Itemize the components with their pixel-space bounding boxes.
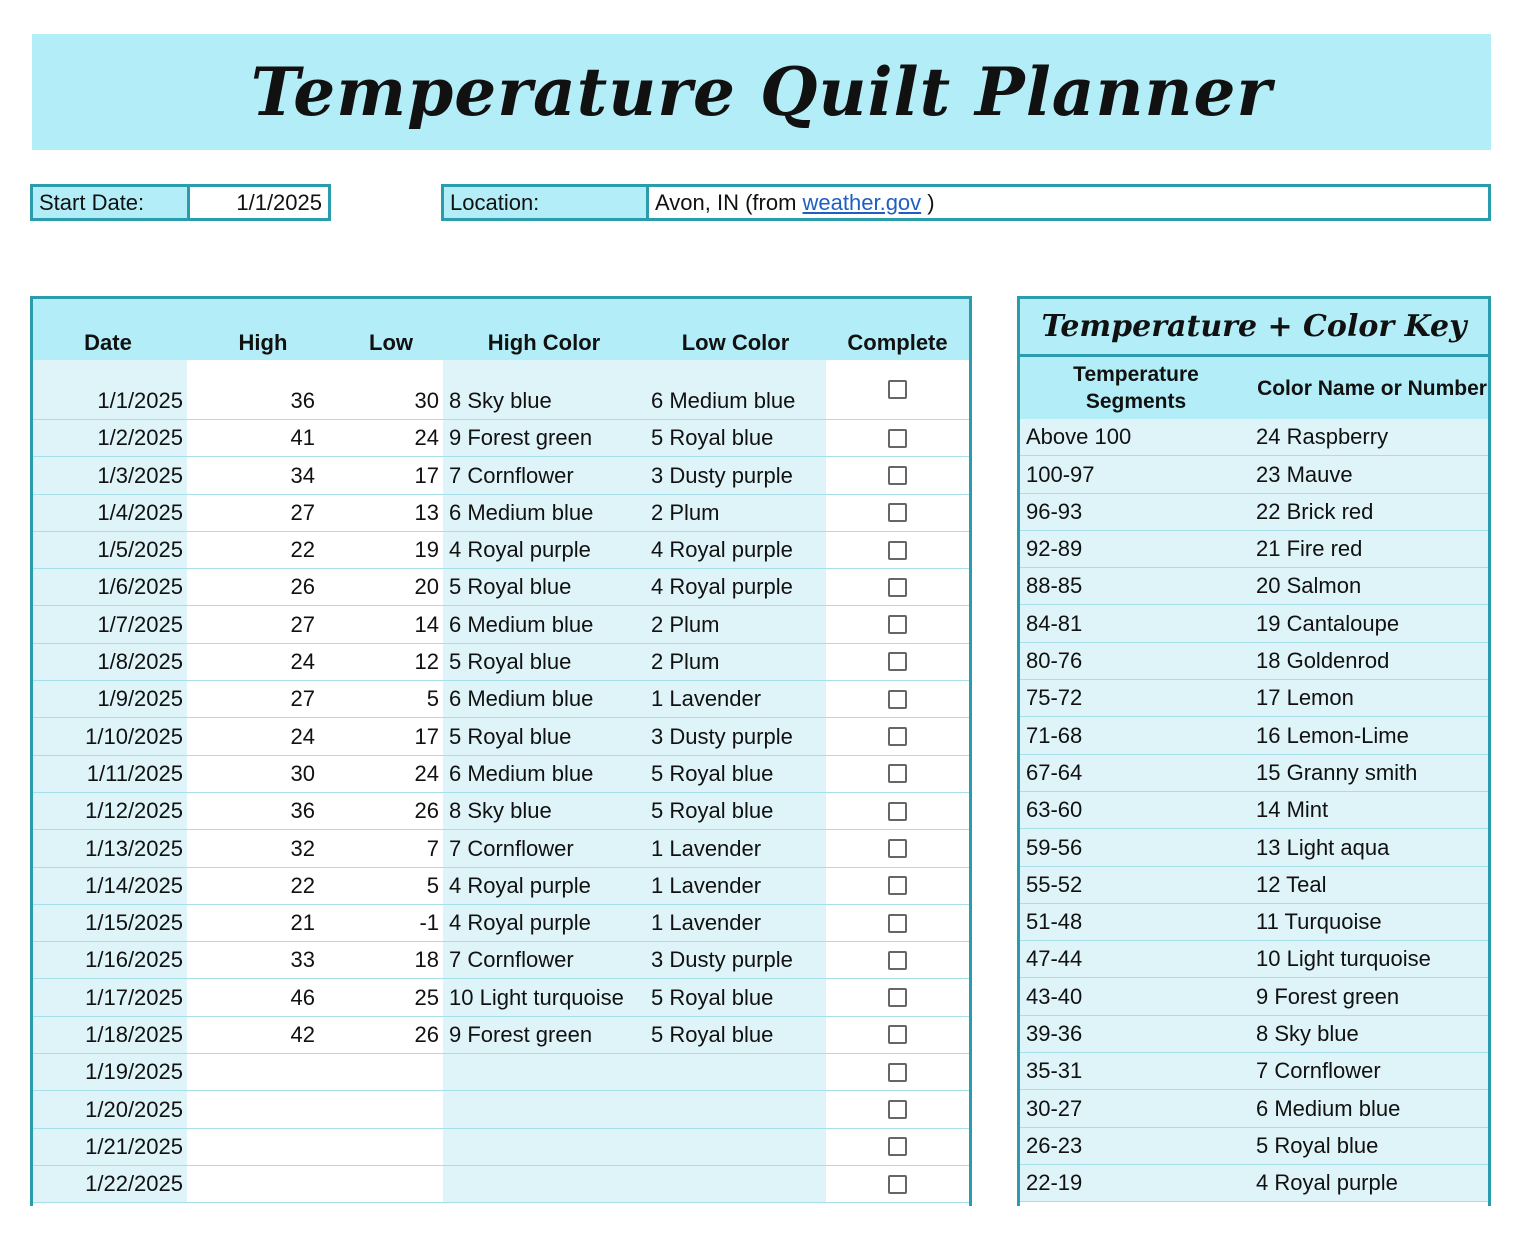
low-color-cell[interactable]: 3 Dusty purple bbox=[645, 457, 826, 493]
table-row bbox=[33, 830, 969, 867]
key-row bbox=[1020, 680, 1488, 717]
table-row bbox=[33, 942, 969, 979]
complete-checkbox[interactable] bbox=[888, 1025, 907, 1044]
segment-cell[interactable]: 43-40 bbox=[1026, 983, 1083, 1009]
key-row bbox=[1020, 531, 1488, 568]
complete-cell bbox=[826, 1091, 969, 1127]
high-cell[interactable]: 42 bbox=[187, 1017, 339, 1053]
date-cell[interactable]: 1/4/2025 bbox=[33, 495, 187, 531]
table-row bbox=[33, 1054, 969, 1091]
table-header bbox=[33, 299, 969, 360]
high-cell[interactable]: 46 bbox=[187, 979, 339, 1015]
complete-cell bbox=[826, 1054, 969, 1090]
color-name-cell[interactable]: 15 Granny smith bbox=[1256, 759, 1418, 785]
low-cell[interactable]: 17 bbox=[339, 718, 443, 754]
low-cell[interactable] bbox=[339, 1054, 443, 1090]
low-cell[interactable]: 24 bbox=[339, 756, 443, 792]
high-cell[interactable] bbox=[187, 1054, 339, 1090]
complete-cell bbox=[826, 360, 969, 419]
date-cell[interactable]: 1/17/2025 bbox=[33, 979, 187, 1015]
complete-checkbox[interactable] bbox=[888, 876, 907, 895]
color-name-cell[interactable]: 22 Brick red bbox=[1256, 498, 1374, 524]
date-cell[interactable]: 1/9/2025 bbox=[33, 681, 187, 717]
high-cell[interactable]: 41 bbox=[187, 420, 339, 456]
low-cell[interactable] bbox=[339, 1166, 443, 1202]
table-row bbox=[33, 756, 969, 793]
segment-cell[interactable]: 63-60 bbox=[1026, 797, 1083, 823]
segment-cell[interactable]: 51-48 bbox=[1026, 909, 1083, 935]
segment-cell[interactable]: 80-76 bbox=[1026, 648, 1083, 674]
location-box bbox=[441, 184, 1491, 221]
low-color-cell[interactable]: 2 Plum bbox=[645, 644, 826, 680]
high-color-cell[interactable]: 6 Medium blue bbox=[443, 606, 645, 642]
start-date-label: Start Date: bbox=[33, 187, 187, 218]
key-row bbox=[1020, 1090, 1488, 1127]
date-cell[interactable]: 1/14/2025 bbox=[33, 868, 187, 904]
high-color-cell[interactable]: 4 Royal purple bbox=[443, 532, 645, 568]
color-name-cell[interactable]: 4 Royal purple bbox=[1256, 1170, 1398, 1196]
location-label: Location: bbox=[444, 187, 646, 218]
complete-checkbox[interactable] bbox=[888, 988, 907, 1007]
high-color-cell[interactable]: 5 Royal blue bbox=[443, 644, 645, 680]
key-header bbox=[1020, 357, 1488, 419]
low-cell[interactable]: 5 bbox=[339, 681, 443, 717]
header-low: Low bbox=[369, 330, 413, 355]
date-cell[interactable]: 1/19/2025 bbox=[33, 1054, 187, 1090]
high-cell[interactable] bbox=[187, 1166, 339, 1202]
complete-checkbox[interactable] bbox=[888, 914, 907, 933]
table-row bbox=[33, 532, 969, 569]
color-name-cell[interactable]: 24 Raspberry bbox=[1256, 424, 1389, 450]
complete-checkbox[interactable] bbox=[888, 951, 907, 970]
table-row bbox=[33, 457, 969, 494]
complete-cell bbox=[826, 793, 969, 829]
low-color-cell[interactable]: 5 Royal blue bbox=[645, 793, 826, 829]
low-color-cell[interactable]: 5 Royal blue bbox=[645, 979, 826, 1015]
table-row bbox=[33, 793, 969, 830]
key-row bbox=[1020, 829, 1488, 866]
color-name-cell[interactable]: 9 Forest green bbox=[1256, 983, 1400, 1009]
segment-cell[interactable]: 92-89 bbox=[1026, 536, 1083, 562]
key-row bbox=[1020, 792, 1488, 829]
high-cell[interactable]: 27 bbox=[187, 495, 339, 531]
weather-gov-link[interactable]: weather.gov bbox=[802, 189, 922, 215]
low-cell[interactable]: 13 bbox=[339, 495, 443, 531]
complete-checkbox[interactable] bbox=[888, 727, 907, 746]
key-row bbox=[1020, 717, 1488, 754]
complete-cell bbox=[826, 532, 969, 568]
color-name-cell[interactable]: 8 Sky blue bbox=[1256, 1021, 1359, 1047]
table-row bbox=[33, 644, 969, 681]
low-color-cell[interactable]: 1 Lavender bbox=[645, 830, 826, 866]
complete-checkbox[interactable] bbox=[888, 1100, 907, 1119]
color-name-cell[interactable]: 16 Lemon-Lime bbox=[1256, 722, 1409, 748]
date-cell[interactable]: 1/18/2025 bbox=[33, 1017, 187, 1053]
header-date: Date bbox=[33, 299, 187, 360]
complete-cell bbox=[826, 644, 969, 680]
location-value[interactable] bbox=[646, 187, 1488, 218]
high-color-cell[interactable]: 5 Royal blue bbox=[443, 569, 645, 605]
complete-cell bbox=[826, 457, 969, 493]
color-name-cell[interactable]: 12 Teal bbox=[1256, 871, 1327, 897]
color-name-cell[interactable]: 13 Light aqua bbox=[1256, 834, 1390, 860]
complete-cell bbox=[826, 1017, 969, 1053]
high-cell[interactable]: 33 bbox=[187, 942, 339, 978]
high-color-cell[interactable]: 9 Forest green bbox=[443, 1017, 645, 1053]
key-row bbox=[1020, 1165, 1488, 1202]
complete-checkbox[interactable] bbox=[888, 615, 907, 634]
segment-cell[interactable]: 59-56 bbox=[1026, 834, 1083, 860]
high-cell[interactable]: 30 bbox=[187, 756, 339, 792]
date-cell[interactable]: 1/13/2025 bbox=[33, 830, 187, 866]
low-cell[interactable]: 14 bbox=[339, 606, 443, 642]
high-cell[interactable]: 34 bbox=[187, 457, 339, 493]
high-color-cell[interactable]: 10 Light turquoise bbox=[443, 979, 645, 1015]
high-cell[interactable]: 24 bbox=[187, 644, 339, 680]
key-row bbox=[1020, 755, 1488, 792]
key-body bbox=[1020, 419, 1488, 1202]
low-cell[interactable]: 26 bbox=[339, 793, 443, 829]
key-row bbox=[1020, 978, 1488, 1015]
complete-checkbox[interactable] bbox=[888, 839, 907, 858]
high-color-cell[interactable]: 7 Cornflower bbox=[443, 942, 645, 978]
complete-cell bbox=[826, 756, 969, 792]
high-color-cell[interactable] bbox=[443, 1129, 645, 1165]
high-color-cell[interactable] bbox=[443, 1091, 645, 1127]
low-color-cell[interactable]: 5 Royal blue bbox=[645, 420, 826, 456]
complete-checkbox[interactable] bbox=[888, 764, 907, 783]
high-cell[interactable]: 24 bbox=[187, 718, 339, 754]
complete-checkbox[interactable] bbox=[888, 578, 907, 597]
date-cell[interactable]: 1/11/2025 bbox=[33, 756, 187, 792]
high-cell[interactable]: 27 bbox=[187, 681, 339, 717]
complete-cell bbox=[826, 569, 969, 605]
date-cell[interactable]: 1/5/2025 bbox=[33, 532, 187, 568]
low-cell[interactable]: 19 bbox=[339, 532, 443, 568]
date-cell[interactable]: 1/10/2025 bbox=[33, 718, 187, 754]
high-color-cell[interactable]: 6 Medium blue bbox=[443, 756, 645, 792]
high-color-cell[interactable]: 4 Royal purple bbox=[443, 868, 645, 904]
color-name-cell[interactable]: 21 Fire red bbox=[1256, 536, 1363, 562]
color-name-cell[interactable]: 7 Cornflower bbox=[1256, 1058, 1381, 1084]
temperature-log-table bbox=[30, 296, 972, 1206]
complete-cell bbox=[826, 868, 969, 904]
low-cell[interactable]: 7 bbox=[339, 830, 443, 866]
high-color-cell[interactable]: 6 Medium blue bbox=[443, 495, 645, 531]
start-date-value[interactable]: 1/1/2025 bbox=[187, 187, 328, 218]
high-cell[interactable]: 22 bbox=[187, 532, 339, 568]
segment-cell[interactable]: 26-23 bbox=[1026, 1132, 1083, 1158]
high-color-cell[interactable] bbox=[443, 1166, 645, 1202]
high-cell[interactable]: 36 bbox=[187, 793, 339, 829]
key-row bbox=[1020, 941, 1488, 978]
key-row bbox=[1020, 867, 1488, 904]
low-color-cell[interactable]: 1 Lavender bbox=[645, 905, 826, 941]
table-row bbox=[33, 1017, 969, 1054]
low-color-cell[interactable]: 5 Royal blue bbox=[645, 1017, 826, 1053]
date-cell[interactable]: 1/12/2025 bbox=[33, 793, 187, 829]
date-cell[interactable]: 1/15/2025 bbox=[33, 905, 187, 941]
high-cell[interactable] bbox=[187, 1129, 339, 1165]
key-row bbox=[1020, 605, 1488, 642]
low-cell[interactable]: 25 bbox=[339, 979, 443, 1015]
key-row bbox=[1020, 494, 1488, 531]
low-cell[interactable]: -1 bbox=[339, 905, 443, 941]
high-color-cell[interactable]: 8 Sky blue bbox=[443, 360, 645, 419]
key-row bbox=[1020, 1128, 1488, 1165]
segment-cell[interactable]: 35-31 bbox=[1026, 1058, 1083, 1084]
high-cell[interactable]: 36 bbox=[187, 360, 339, 419]
table-row bbox=[33, 495, 969, 532]
low-color-cell[interactable] bbox=[645, 1166, 826, 1202]
table-row bbox=[33, 868, 969, 905]
low-color-cell[interactable]: 2 Plum bbox=[645, 606, 826, 642]
segment-cell[interactable]: Above 100 bbox=[1026, 424, 1132, 450]
color-name-cell[interactable]: 11 Turquoise bbox=[1256, 909, 1382, 935]
low-color-cell[interactable]: 4 Royal purple bbox=[645, 569, 826, 605]
date-cell[interactable]: 1/7/2025 bbox=[33, 606, 187, 642]
high-color-cell[interactable]: 9 Forest green bbox=[443, 420, 645, 456]
table-row bbox=[33, 1091, 969, 1128]
color-name-cell[interactable]: 19 Cantaloupe bbox=[1256, 610, 1400, 636]
color-name-cell[interactable]: 10 Light turquoise bbox=[1256, 946, 1431, 972]
page-title: Temperature Quilt Planner bbox=[250, 53, 1273, 131]
complete-checkbox[interactable] bbox=[888, 380, 907, 399]
complete-cell bbox=[826, 718, 969, 754]
date-cell[interactable]: 1/3/2025 bbox=[33, 457, 187, 493]
color-key-title: Temperature + Color Key bbox=[1020, 299, 1488, 357]
segment-cell[interactable]: 39-36 bbox=[1026, 1021, 1083, 1047]
complete-cell bbox=[826, 495, 969, 531]
key-row bbox=[1020, 904, 1488, 941]
key-row bbox=[1020, 1016, 1488, 1053]
high-color-cell[interactable]: 5 Royal blue bbox=[443, 718, 645, 754]
complete-checkbox[interactable] bbox=[888, 541, 907, 560]
low-color-cell[interactable] bbox=[645, 1129, 826, 1165]
complete-checkbox[interactable] bbox=[888, 802, 907, 821]
table-row bbox=[33, 360, 969, 420]
complete-cell bbox=[826, 606, 969, 642]
color-key-table bbox=[1017, 296, 1491, 1206]
segment-cell[interactable]: 100-97 bbox=[1026, 461, 1095, 487]
location-suffix: ) bbox=[921, 189, 935, 215]
high-color-cell[interactable]: 6 Medium blue bbox=[443, 681, 645, 717]
color-name-cell[interactable]: 6 Medium blue bbox=[1256, 1095, 1401, 1121]
high-cell[interactable]: 26 bbox=[187, 569, 339, 605]
complete-cell bbox=[826, 681, 969, 717]
segment-cell[interactable]: 96-93 bbox=[1026, 498, 1083, 524]
low-color-cell[interactable]: 4 Royal purple bbox=[645, 532, 826, 568]
table-row bbox=[33, 1166, 969, 1203]
complete-checkbox[interactable] bbox=[888, 1175, 907, 1194]
segment-cell[interactable]: 22-19 bbox=[1026, 1170, 1083, 1196]
date-cell[interactable]: 1/21/2025 bbox=[33, 1129, 187, 1165]
complete-checkbox[interactable] bbox=[888, 690, 907, 709]
low-cell[interactable]: 18 bbox=[339, 942, 443, 978]
low-color-cell[interactable]: 3 Dusty purple bbox=[645, 942, 826, 978]
table-row bbox=[33, 979, 969, 1016]
key-row bbox=[1020, 456, 1488, 493]
table-row bbox=[33, 718, 969, 755]
high-color-cell[interactable] bbox=[443, 1054, 645, 1090]
key-row bbox=[1020, 1053, 1488, 1090]
color-name-cell[interactable]: 17 Lemon bbox=[1256, 685, 1354, 711]
complete-cell bbox=[826, 1166, 969, 1202]
key-row bbox=[1020, 643, 1488, 680]
low-cell[interactable]: 26 bbox=[339, 1017, 443, 1053]
date-cell[interactable]: 1/8/2025 bbox=[33, 644, 187, 680]
high-cell[interactable] bbox=[187, 1091, 339, 1127]
table-row bbox=[33, 606, 969, 643]
header-high-color: High Color bbox=[487, 330, 601, 355]
segment-cell[interactable]: 84-81 bbox=[1026, 610, 1083, 636]
start-date-box bbox=[30, 184, 331, 221]
color-name-cell[interactable]: 18 Goldenrod bbox=[1256, 648, 1390, 674]
segment-cell[interactable]: 75-72 bbox=[1026, 685, 1083, 711]
complete-checkbox[interactable] bbox=[888, 503, 907, 522]
segment-cell[interactable]: 30-27 bbox=[1026, 1095, 1083, 1121]
segment-cell[interactable]: 47-44 bbox=[1026, 946, 1083, 972]
low-cell[interactable] bbox=[339, 1129, 443, 1165]
low-color-cell[interactable] bbox=[645, 1091, 826, 1127]
high-cell[interactable]: 21 bbox=[187, 905, 339, 941]
complete-checkbox[interactable] bbox=[888, 466, 907, 485]
low-color-cell[interactable]: 2 Plum bbox=[645, 495, 826, 531]
date-cell[interactable]: 1/6/2025 bbox=[33, 569, 187, 605]
color-name-cell[interactable]: 14 Mint bbox=[1256, 797, 1329, 823]
complete-cell bbox=[826, 979, 969, 1015]
table-body bbox=[33, 360, 969, 1203]
complete-checkbox[interactable] bbox=[888, 1137, 907, 1156]
key-row bbox=[1020, 568, 1488, 605]
low-cell[interactable]: 24 bbox=[339, 420, 443, 456]
color-name-cell[interactable]: 5 Royal blue bbox=[1256, 1132, 1379, 1158]
header-low-color: Low Color bbox=[681, 330, 790, 355]
date-cell[interactable]: 1/1/2025 bbox=[33, 360, 187, 419]
high-cell[interactable]: 32 bbox=[187, 830, 339, 866]
table-row bbox=[33, 420, 969, 457]
low-color-cell[interactable] bbox=[645, 1054, 826, 1090]
high-cell[interactable]: 22 bbox=[187, 868, 339, 904]
date-cell[interactable]: 1/2/2025 bbox=[33, 420, 187, 456]
header-complete: Complete bbox=[847, 330, 948, 355]
low-cell[interactable]: 20 bbox=[339, 569, 443, 605]
low-color-cell[interactable]: 1 Lavender bbox=[645, 681, 826, 717]
complete-checkbox[interactable] bbox=[888, 429, 907, 448]
header-high: High bbox=[238, 330, 288, 355]
complete-cell bbox=[826, 420, 969, 456]
table-row bbox=[33, 905, 969, 942]
segment-cell[interactable]: 67-64 bbox=[1026, 759, 1083, 785]
location-prefix: Avon, IN (from bbox=[655, 189, 803, 215]
low-cell[interactable]: 12 bbox=[339, 644, 443, 680]
key-header-color: Color Name or Number bbox=[1257, 376, 1487, 400]
segment-cell[interactable]: 88-85 bbox=[1026, 573, 1083, 599]
low-cell[interactable] bbox=[339, 1091, 443, 1127]
table-row bbox=[33, 681, 969, 718]
low-cell[interactable]: 5 bbox=[339, 868, 443, 904]
table-row bbox=[33, 569, 969, 606]
complete-cell bbox=[826, 830, 969, 866]
low-color-cell[interactable]: 1 Lavender bbox=[645, 868, 826, 904]
complete-checkbox[interactable] bbox=[888, 1063, 907, 1082]
table-row bbox=[33, 1129, 969, 1166]
high-color-cell[interactable]: 8 Sky blue bbox=[443, 793, 645, 829]
low-cell[interactable]: 30 bbox=[339, 360, 443, 419]
date-cell[interactable]: 1/16/2025 bbox=[33, 942, 187, 978]
complete-cell bbox=[826, 942, 969, 978]
color-name-cell[interactable]: 23 Mauve bbox=[1256, 461, 1353, 487]
key-row bbox=[1020, 419, 1488, 456]
high-cell[interactable]: 27 bbox=[187, 606, 339, 642]
date-cell[interactable]: 1/22/2025 bbox=[33, 1166, 187, 1202]
date-cell[interactable]: 1/20/2025 bbox=[33, 1091, 187, 1127]
complete-cell bbox=[826, 1129, 969, 1165]
color-name-cell[interactable]: 20 Salmon bbox=[1256, 573, 1362, 599]
high-color-cell[interactable]: 7 Cornflower bbox=[443, 457, 645, 493]
high-color-cell[interactable]: 7 Cornflower bbox=[443, 830, 645, 866]
low-color-cell[interactable]: 6 Medium blue bbox=[645, 360, 826, 419]
segment-cell[interactable]: 55-52 bbox=[1026, 871, 1083, 897]
complete-cell bbox=[826, 905, 969, 941]
low-cell[interactable]: 17 bbox=[339, 457, 443, 493]
high-color-cell[interactable]: 4 Royal purple bbox=[443, 905, 645, 941]
low-color-cell[interactable]: 5 Royal blue bbox=[645, 756, 826, 792]
title-banner bbox=[32, 34, 1491, 150]
low-color-cell[interactable]: 3 Dusty purple bbox=[645, 718, 826, 754]
key-header-segments: Temperature Segments bbox=[1073, 363, 1199, 413]
segment-cell[interactable]: 71-68 bbox=[1026, 722, 1083, 748]
complete-checkbox[interactable] bbox=[888, 652, 907, 671]
